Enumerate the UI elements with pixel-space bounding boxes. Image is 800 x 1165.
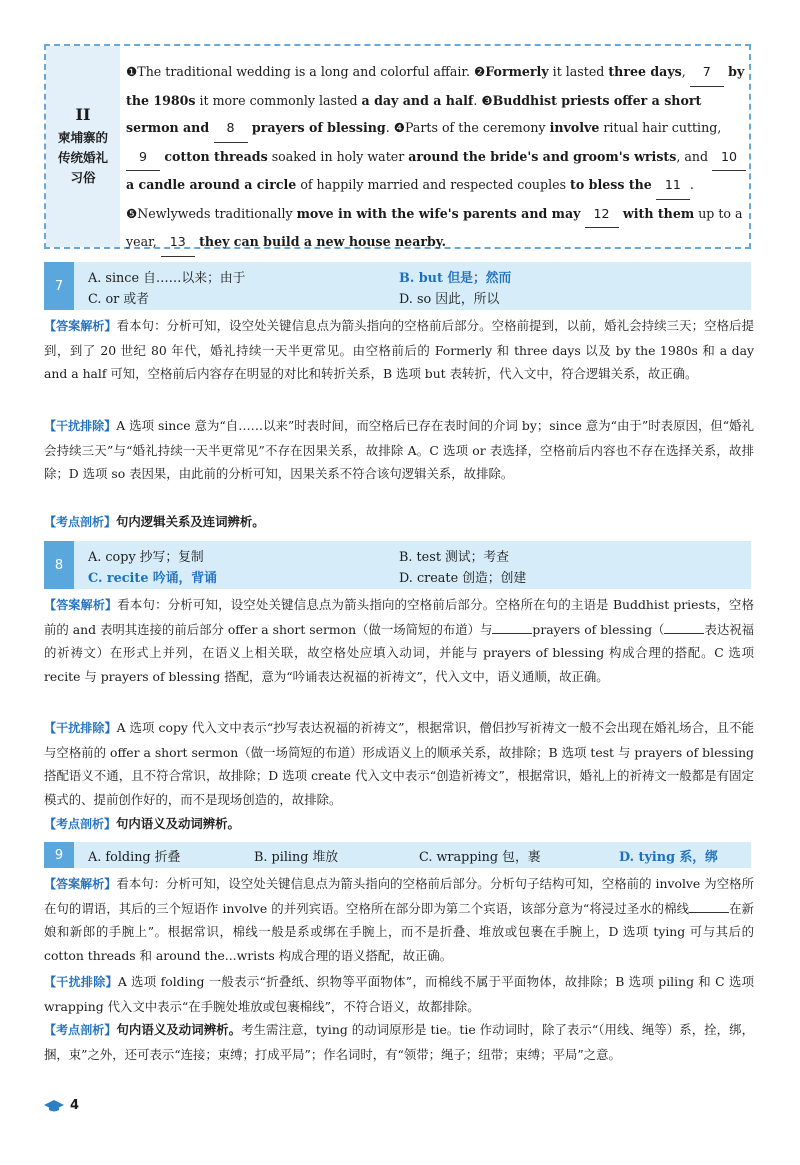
blank-line [664, 633, 704, 634]
answer-analysis-7 [44, 314, 754, 386]
kw-three-days: three days [608, 64, 682, 79]
kw-with-them: with them [618, 205, 695, 221]
distractor-tag: 【干扰排除】 [44, 721, 117, 735]
point-text: 句内语义及动词辨析。 [116, 1022, 242, 1037]
point-9 [44, 1018, 754, 1066]
blank-line [689, 912, 729, 913]
distractor-8 [44, 716, 754, 811]
text: , and [676, 148, 713, 164]
option-c-correct: C. recite 吟诵，背诵 [88, 571, 217, 586]
section-sidebar [46, 46, 120, 247]
text: soaked in holy water [267, 148, 409, 164]
blank-12: 12 [585, 200, 619, 229]
text: . ❺Newlyweds traditionally [126, 177, 694, 221]
kw-formerly: Formerly [485, 64, 549, 79]
point-tag: 【考点剖析】 [44, 515, 117, 529]
text: of happily married and respected couples [296, 177, 571, 192]
kw-and: and [178, 120, 214, 135]
option-b: B. piling 堆放 [254, 850, 339, 865]
kw-bless: to bless the [570, 177, 652, 192]
text: it more commonly lasted [195, 92, 362, 108]
distractor-text: A 选项 copy 代入文中表示“抄写表达祝福的祈祷文”，根据常识，僧侣抄写祈祷文一般不会出现在婚礼场合，且不能与空格前的 offer a short sermon（做一场简短的布道）形成语义上的顺承关系，故排除；B 选项 test 与 prayers of blessing 搭配语义不通，且不符合常识，故排除；D 选项 create 代入文中表示“创造祈祷文”，根据常识，婚礼上的祈祷文一般都是有固定模式的、提前创作好的，而不是现场创造的，故排除。 [44, 720, 754, 807]
text: it lasted [548, 64, 609, 79]
text: , [681, 64, 690, 79]
distractor-text: A 选项 since 意为“自……以来”时表时间，而空格后已存在表时间的介词 by；since 意为“由于”时表原因，但“婚礼会持续三天”与“婚礼持续一天半更常见”不存在因果关系，故排除 A。C 选项 or 表选择，空格前后内容也不存在选择关系，故排除；D 选项 so 表因果，由此前的分析可知，因果关系不符合该句逻辑关系，故排除。 [44, 418, 754, 481]
answer-text: 看本句：分析可知，设空处关键信息点为箭头指向的空格前后部分。空格前提到，以前，婚礼会持续三天；空格后提到，到了 20 世纪 80 年代，婚礼持续一天半更常见。由空格前后的 Formerly 和 three days 以及 by the 1980s 和 a day and a half 可知，空格前后内容存在明显的对比和转折关系，B 选项 but 表转折，代入文中，符合逻辑关系，故正确。 [44, 318, 754, 381]
options-bar-7 [44, 262, 751, 310]
question-number: 7 [44, 262, 74, 310]
blank-11: 11 [656, 171, 690, 200]
blank-13: 13 [161, 228, 195, 257]
kw-wrists: around the bride's and groom's wrists [408, 148, 677, 164]
blank-8: 8 [214, 114, 248, 143]
distractor-tag: 【干扰排除】 [44, 975, 118, 989]
kw-1980s: by the 1980s [126, 64, 745, 108]
text: . ❸ [473, 92, 493, 108]
section-number: II [75, 105, 91, 124]
point-tag: 【考点剖析】 [44, 1023, 117, 1037]
page-footer [44, 1098, 79, 1113]
blank-line [492, 633, 532, 634]
section-title: 柬埔寨的传统婚礼习俗 [57, 130, 108, 185]
distractor-7 [44, 414, 754, 486]
option-b-correct: B. but 但是；然而 [399, 271, 512, 286]
question-number: 9 [44, 842, 74, 868]
point-text: 句内逻辑关系及连词辨析。 [116, 514, 265, 529]
kw-priests: Buddhist priests offer a short sermon [126, 92, 702, 135]
kw-cotton: cotton threads [160, 148, 268, 164]
distractor-9 [44, 970, 754, 1018]
kw-involve: involve [549, 120, 600, 135]
point-8 [44, 812, 754, 837]
kw-day-half: a day and a half [361, 92, 474, 108]
option-d: D. create 创造；创建 [399, 571, 527, 586]
options-bar-9 [44, 842, 751, 868]
option-b: B. test 测试；考查 [399, 550, 510, 565]
answer-text: 看本句：分析可知，设空处关键信息点为箭头指向的空格前后部分。空格所在句的主语是 Buddhist priests，空格前的 and 表明其连接的前后部分 offer a short sermon（做一场简短的布道）与 [44, 597, 754, 637]
answer-text: prayers of blessing（ [532, 621, 665, 637]
text: up to a year, [126, 205, 743, 249]
point-tag: 【考点剖析】 [44, 817, 117, 831]
option-a: A. folding 折叠 [88, 850, 181, 865]
distractor-text: A 选项 folding 一般表示“折叠纸、织物等平面物体”，而棉线不属于平面物体，故排除；B 选项 piling 和 C 选项 wrapping 代入文中表示“在手腕处堆放或包裹棉线”，不符合语义，故都排除。 [44, 974, 754, 1014]
answer-tag: 【答案解析】 [44, 598, 118, 612]
answer-analysis-8 [44, 593, 754, 688]
blank-10: 10 [712, 143, 746, 172]
blank-7: 7 [690, 58, 724, 87]
page-number: 4 [70, 1098, 80, 1113]
answer-text: 看本句：分析可知，设空处关键信息点为箭头指向的空格前后部分。分析句子结构可知，空格前的 involve 为空格所在句的谓语，其后的三个短语作 involve 的并列宾语。空格所在部分即为第二个宾语，该部分意为“将浸过圣水的棉线 [44, 876, 754, 916]
option-c: C. wrapping 包，裹 [419, 850, 541, 865]
distractor-tag: 【干扰排除】 [44, 419, 117, 433]
answer-analysis-9 [44, 872, 754, 967]
option-a: A. copy 抄写；复制 [88, 550, 204, 565]
options-bar-8 [44, 541, 751, 589]
answer-text: 表达祝福的祈祷文）在形式上并列，在语义上相关联，故空格处应填入动词，并能与 prayers of blessing 构成合理的搭配。C 选项 recite 与 prayers of blessing 搭配，意为“吟诵表达祝福的祈祷文”，代入文中，语义通顺，故正确。 [44, 621, 755, 684]
point-note: 考生需注意，tying 的动词原形是 tie。tie 作动词时，除了表示“（用线、绳等）系，拴，绑，捆，束”之外，还可表示“连接；束缚；打成平局”；作名词时，有“领带；绳子；纽带；束缚；平局”之意。 [44, 1022, 755, 1062]
blank-9: 9 [126, 143, 160, 172]
passage-box [44, 44, 751, 249]
answer-tag: 【答案解析】 [44, 319, 117, 333]
kw-candle: a candle around a circle [126, 177, 297, 192]
sentence-1: ❶The traditional wedding is a long and colorful affair. ❷ [126, 64, 486, 79]
text: . ❹Parts of the ceremony [385, 120, 550, 135]
point-7 [44, 510, 754, 535]
answer-text: 在新娘和新郎的手腕上”。根据常识，棉线一般是系或绑在手腕上，而不是折叠、堆放或包裹在手腕上，D 选项 tying 可与其后的 cotton threads 和 around the...wrists 构成合理的语义搭配，故正确。 [44, 900, 754, 963]
graduation-cap-icon [44, 1100, 64, 1112]
option-d-correct: D. tying 系，绑 [619, 850, 718, 865]
option-d: D. so 因此，所以 [399, 292, 500, 307]
text: ritual hair cutting, [599, 120, 722, 135]
question-number: 8 [44, 541, 74, 589]
answer-tag: 【答案解析】 [44, 877, 117, 891]
kw-move-in: move in with the wife's parents and may [296, 205, 581, 221]
option-a: A. since 自……以来；由于 [88, 271, 246, 286]
point-text: 句内语义及动词辨析。 [116, 816, 240, 831]
kw-prayers: prayers of blessing [247, 120, 386, 135]
passage-text [126, 58, 748, 257]
option-c: C. or 或者 [88, 292, 149, 307]
kw-new-house: they can build a new house nearby. [194, 234, 447, 249]
